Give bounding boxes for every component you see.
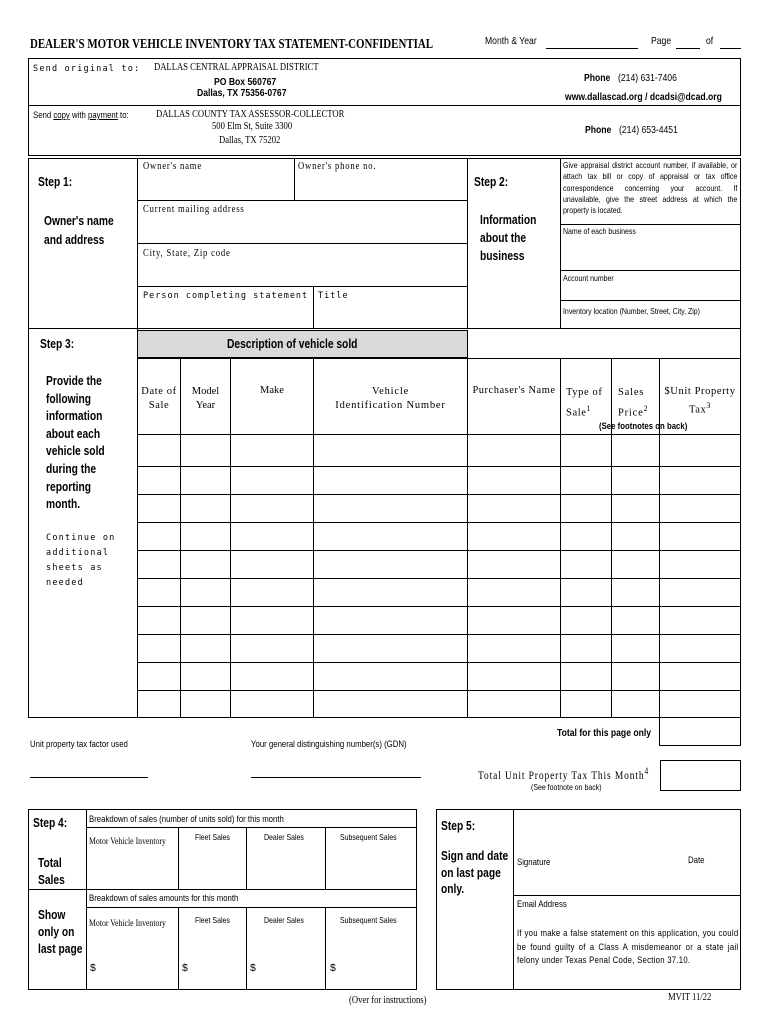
table-row[interactable] xyxy=(138,495,740,521)
table-row[interactable] xyxy=(138,579,740,605)
step1-desc-line2: and address xyxy=(44,233,105,247)
dcad-phone: (214) 631-7406 xyxy=(618,72,677,84)
collector-city: Dallas, TX 75202 xyxy=(219,135,281,146)
amount-fleet-dollar: $ xyxy=(182,962,188,974)
step5-label: Step 5: xyxy=(441,819,476,833)
amount-mvi-dollar: $ xyxy=(90,962,96,974)
footnotes-note: (See footnotes on back) xyxy=(599,421,688,432)
col-type-of-sale: Type of Sale$^1$ xyxy=(566,387,603,419)
city-state-zip-label: City, State, Zip code xyxy=(143,248,231,259)
amount-mvi-field[interactable] xyxy=(98,935,177,989)
month-year-label: Month & Year xyxy=(485,35,537,47)
step2-label: Step 2: xyxy=(474,175,509,189)
amounts-breakdown-title: Breakdown of sales amounts for this month xyxy=(89,893,239,904)
factor-field[interactable] xyxy=(30,777,148,778)
col-model-year: Model Year xyxy=(191,386,220,411)
false-statement-warning: If you make a false statement on this application, you could be found guilty of a Class A misdemeanor or a state jail felony under Texas Penal Code, Section 37.10. xyxy=(517,928,739,966)
owner-name-label: Owner's name xyxy=(143,161,202,172)
units-col-fleet: Fleet Sales xyxy=(195,832,230,842)
account-number-label: Account number xyxy=(563,273,614,283)
email-label: Email Address xyxy=(517,899,567,910)
col-date-of-sale: Date of Sale xyxy=(141,386,177,411)
step4-label: Step 4: xyxy=(33,816,68,830)
form-id: MVIT 11/22 xyxy=(668,992,712,1003)
page-number-field[interactable] xyxy=(676,48,700,49)
col-make: Make xyxy=(260,385,284,396)
signature-label: Signature xyxy=(517,857,551,868)
amounts-col-subsequent: Subsequent Sales xyxy=(340,915,397,925)
gdn-field[interactable] xyxy=(251,777,421,778)
dcad-po-box: PO Box 560767 xyxy=(214,76,277,88)
signature-field[interactable] xyxy=(514,870,674,894)
inventory-location-label: Inventory location (Number, Street, City, Zip) xyxy=(563,306,701,316)
gdn-label: Your general distinguishing number(s) (GDN) xyxy=(251,739,407,750)
date-label: Date xyxy=(688,855,705,866)
table-row[interactable] xyxy=(138,691,740,717)
step2-desc-line3: business xyxy=(480,249,525,263)
amounts-col-fleet: Fleet Sales xyxy=(195,915,230,925)
units-col-mvi: Motor Vehicle Inventory xyxy=(89,837,166,847)
units-fleet-field[interactable] xyxy=(179,850,245,888)
units-subsequent-field[interactable] xyxy=(326,850,416,888)
units-mvi-field[interactable] xyxy=(87,850,177,888)
account-number-field[interactable] xyxy=(561,284,740,299)
table-row[interactable] xyxy=(138,663,740,689)
step2-instructions: Give appraisal district account number, if available, or attach tax bill or copy of appraisal or tax office correspondence concerning your account. If unavailable, give the street address at which the property is located. xyxy=(563,160,738,216)
owner-phone-field[interactable] xyxy=(295,172,466,199)
title-field[interactable] xyxy=(314,303,466,328)
dcad-phone-label: Phone xyxy=(584,72,611,84)
collector-phone: (214) 653-4451 xyxy=(619,124,678,136)
of-label: of xyxy=(706,35,714,47)
step3-label: Step 3: xyxy=(40,337,75,351)
inventory-location-field[interactable] xyxy=(561,316,740,328)
amount-dealer-dollar: $ xyxy=(250,962,256,974)
continue-note: Continue on additional sheets as needed xyxy=(46,533,116,588)
description-title: Description of vehicle sold xyxy=(227,337,358,351)
page-label: Page xyxy=(651,35,672,47)
dcad-web: www.dallascad.org / dcadsi@dcad.org xyxy=(565,91,722,103)
page-total-label: Total for this page only xyxy=(557,727,652,739)
person-completing-label: Person completing statement xyxy=(143,291,309,301)
step2-desc-line1: Information xyxy=(480,213,537,227)
units-breakdown-title: Breakdown of sales (number of units sold) for this month xyxy=(89,814,284,825)
step4-desc-total-sales: Total Sales xyxy=(38,856,65,887)
business-name-label: Name of each business xyxy=(563,226,636,236)
month-total-box[interactable] xyxy=(660,760,741,791)
table-row[interactable] xyxy=(138,607,740,633)
dcad-org: DALLAS CENTRAL APPRAISAL DISTRICT xyxy=(154,62,319,73)
amount-subsequent-field[interactable] xyxy=(338,935,416,989)
table-row[interactable] xyxy=(138,523,740,549)
amount-fleet-field[interactable] xyxy=(190,935,245,989)
mailing-address-label: Current mailing address xyxy=(143,204,245,215)
title-label: Title xyxy=(318,291,349,301)
form-title: DEALER'S MOTOR VEHICLE INVENTORY TAX STATEMENT-CONFIDENTIAL xyxy=(30,37,434,52)
page-total-box[interactable] xyxy=(659,718,741,746)
table-row[interactable] xyxy=(138,635,740,661)
units-col-dealer: Dealer Sales xyxy=(264,832,304,842)
over-for-instructions: (Over for instructions) xyxy=(349,995,427,1006)
amounts-col-mvi: Motor Vehicle Inventory xyxy=(89,919,166,929)
dcad-city: Dallas, TX 75356-0767 xyxy=(197,87,287,99)
step4-desc-last-page: Show only on last page xyxy=(38,908,83,956)
col-purchaser: Purchaser's Name xyxy=(472,385,556,396)
amount-subsequent-dollar: $ xyxy=(330,962,336,974)
step5-desc: Sign and date on last page only. xyxy=(441,849,509,896)
page-total-field[interactable] xyxy=(720,48,741,49)
step2-desc-line2: about the xyxy=(480,231,527,245)
business-name-field[interactable] xyxy=(561,237,740,269)
collector-street: 500 Elm St, Suite 3300 xyxy=(212,121,293,132)
send-original-label: Send original to: xyxy=(33,64,141,74)
mailing-address-field[interactable] xyxy=(138,216,466,242)
month-year-field[interactable] xyxy=(546,48,638,49)
table-row[interactable] xyxy=(138,435,740,465)
month-total-label: Total Unit Property Tax This Month$^4$ xyxy=(478,766,650,782)
owner-phone-label: Owner's phone no. xyxy=(298,161,377,172)
person-completing-field[interactable] xyxy=(138,303,312,328)
step3-desc: Provide the following information about each vehicle sold during the reporting month. xyxy=(46,374,105,512)
collector-org: DALLAS COUNTY TAX ASSESSOR-COLLECTOR xyxy=(156,109,345,120)
table-row[interactable] xyxy=(138,467,740,493)
table-row[interactable] xyxy=(138,551,740,577)
email-field[interactable] xyxy=(514,911,740,923)
step1-label: Step 1: xyxy=(38,175,73,189)
collector-phone-label: Phone xyxy=(585,124,612,136)
amounts-col-dealer: Dealer Sales xyxy=(264,915,304,925)
date-field[interactable] xyxy=(676,870,740,894)
units-col-subsequent: Subsequent Sales xyxy=(340,832,397,842)
month-total-note: (See footnote on back) xyxy=(531,782,602,792)
send-copy-label: Send copy with payment to: xyxy=(33,110,129,121)
factor-label: Unit property tax factor used xyxy=(30,739,128,750)
col-sales-price: Sales Price$^2$ xyxy=(618,387,649,419)
col-unit-property-tax: $Unit Property Tax$^3$ xyxy=(664,386,736,416)
amount-dealer-field[interactable] xyxy=(258,935,324,989)
city-state-zip-field[interactable] xyxy=(138,260,466,285)
units-dealer-field[interactable] xyxy=(247,850,324,888)
col-vin: Vehicle Identification Number xyxy=(335,386,446,411)
step1-desc-line1: Owner's name xyxy=(44,214,114,228)
owner-name-field[interactable] xyxy=(138,172,293,199)
